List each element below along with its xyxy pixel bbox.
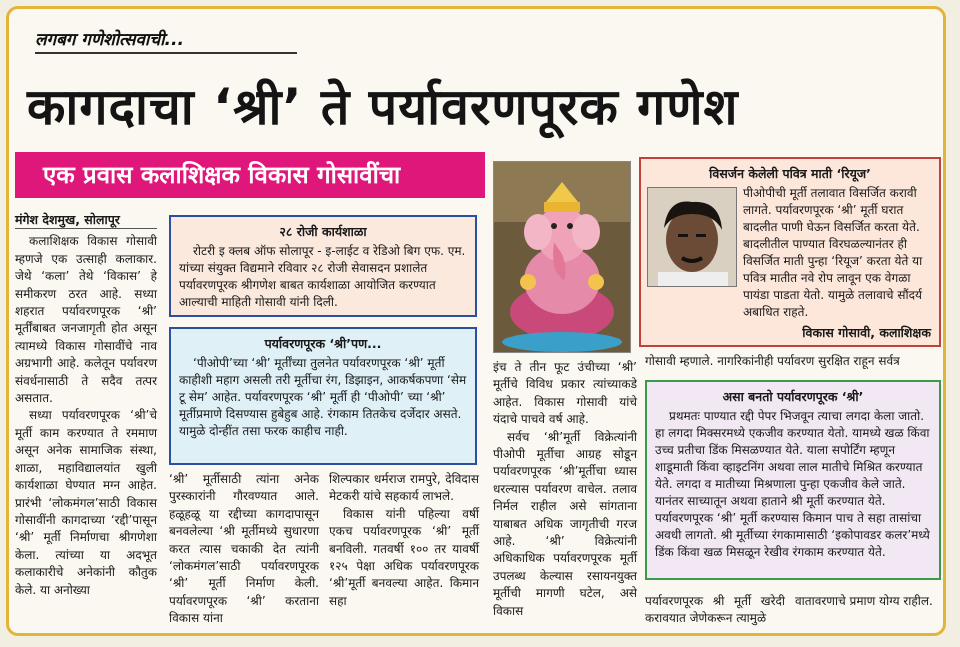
col1-paragraph-1: कलाशिक्षक विकास गोसावी म्हणजे एक उत्साही कलाकार. जेथे ‘कला’ तेथे ‘विकास’ हे समीकरण ठरत आहे. सध्या शहरात पर्यावरणपूरक ‘श्री’ मूर्तींबाबत जनजागृती होत असून त्यामध्ये विकास गोसावींचे नाव अग्रभागी आहे. कलेतून पर्यावरण संवर्धनासाठी ते सदैव तत्पर असतात. <box>15 234 157 406</box>
kicker: लगबग गणेशोत्सवाची... <box>35 27 297 54</box>
workshop-box-title: २८ रोजी कार्यशाळा <box>279 224 367 239</box>
column-6b: वातावरणाचे प्रमाण योग्य राहील. <box>795 594 933 608</box>
byline: मंगेश देशमुख, सोलापूर <box>15 211 157 229</box>
newspaper-clipping <box>6 6 946 636</box>
column-4 <box>493 359 637 620</box>
col4-paragraph-2: सर्वच ‘श्री’मूर्ती विक्रेत्यांनी पीओपी मूर्तीचा आग्रह सोडून पर्यावरणपूरक ‘श्री’मूर्तीचा ध्यास धरल्यास पर्यावरण वाचेल. तलाव निर्मल राहील असे सांगताना याबाबत अधिक जागृतीची गरज आहे. ‘श्री’ विक्रेत्यांनी अधिकाधिक पर्यावरणपूरक मूर्ती उपलब्ध केल्यास रसायनयुक्त मूर्तीची मागणी घटेल, असे विकास <box>493 429 637 618</box>
eco-shri-box-title: पर्यावरणपूरक ‘श्री’पण... <box>264 336 382 351</box>
col3-paragraph-1: शिल्पकार धर्मराज रामपुरे, देविदास मेटकरी यांचे सहकार्य लाभले. <box>329 472 479 504</box>
reuse-clay-box-title: विसर्जन केलेली पवित्र माती ‘रियूज’ <box>709 166 871 181</box>
workshop-box <box>169 215 477 317</box>
column-5a: गोसावी म्हणाले. नागरिकांनीही पर्यावरण सुरक्षित राहून सर्वत्र <box>645 354 900 368</box>
teacher-portrait <box>647 187 737 287</box>
col1-paragraph-2: सध्या पर्यावरणपूरक ‘श्री’चे मूर्ती काम करण्यात ते रममाण असून अनेक सामाजिक संस्था, शाळा, महाविद्यालयांत खुली कार्यशाळा घेण्यात मग्न आहेत. प्रारंभी ‘लोकमंगल’साठी विकास गोसावींनी कागदाच्या ‘रद्दी’पासून ‘श्री’ मूर्ती निर्माणचा श्रीगणेशा केला. त्यांच्या या अदभूत कलाकारीचे अनेकांनी कौतुक केले. या अनोख्या <box>15 408 157 597</box>
column-5b: पर्यावरणपूरक श्री मूर्ती खरेदी करावयात जेणेकरून त्यामुळे <box>645 594 785 626</box>
making-process-box-title: असा बनतो पर्यावरणपूरक ‘श्री’ <box>722 389 864 404</box>
ganesh-idol-photo <box>493 161 631 353</box>
reuse-clay-box-body: पीओपीची मूर्ती तलावात विसर्जित करावी लागते. पर्यावरणपूरक ‘श्री’ मूर्ती घरात बादलीत पाणी घेऊन विसर्जित करता येते. बादलीतील पाण्यात विरघळल्यानंतर ही विसर्जित माती पुन्हा ‘रियूज’ करता येते या पवित्र मातीत नवे रोप लावून एक वेगळा पायंडा पाडता येतो. यामुळे तलावाचे सौंदर्य अबाधित राहते. <box>743 186 923 319</box>
headline: कागदाचा ‘श्री’ ते पर्यावरणपूरक गणेश <box>27 78 739 136</box>
eco-shri-box-body: ‘पीओपी’च्या ‘श्री’ मूर्तींच्या तुलनेत पर्यावरणपूरक ‘श्री’ मूर्ती काहीशी महाग असली तरी मूर्तीचा रंग, डिझाइन, आकर्षकपणा ‘सेम टू सेम’ आहेत. पर्यावरणपूरक ‘श्री’ मूर्ती ही ‘पीओपी’ च्या ‘श्री’ मूर्तीप्रमाणे दिसण्यास हुबेहुब आहे. रंगकाम तितकेच दर्जेदार असते. यामुळे दोन्हींत तसा फरक काहीच नाही. <box>179 356 467 438</box>
workshop-box-body: रोटरी इ क्लब ऑफ सोलापूर - इ-लाईट व रेडिओ बिग एफ. एम. यांच्या संयुक्त विद्यमाने रविवार २८ रोजी सेवासदन प्रशालेत पर्यावरणपूरक श्रीगणेश बाबत कार्यशाळा आयोजित करण्यात आल्याची माहिती गोसावी यांनी दिली. <box>179 244 466 309</box>
making-process-box-body: प्रथमतः पाण्यात रद्दी पेपर भिजवून त्याचा लगदा केला जातो. हा लगदा मिक्सरमध्ये एकजीव करण्यात येतो. यामध्ये खळ किंवा उच्च प्रतीचा डिंक मिसळण्यात येते. याला सपोर्टिंग म्हणून शाडूमाती किंवा व्हाइटनिंग अथवा लाल मातीचे मिश्रित करण्यात येते. लगदा व मातीच्या मिश्रणाला पुन्हा एकजीव केले जाते. यानंतर साच्यातून अथवा हाताने श्री मूर्ती करण्यात येते. पर्यावरणपूरक ‘श्री’ मूर्ती करण्यास किमान पाच ते सहा तासांचा अवधी लागतो. श्री मूर्तीच्या रंगकामासाठी ‘इकोपावडर कलर’मध्ये डिंक किंवा खळ मिसळून रेखीव रंगकाम करण्यात येते. <box>655 409 930 559</box>
making-process-box <box>645 380 941 580</box>
col3-paragraph-2: विकास यांनी पहिल्या वर्षी एकच पर्यावरणपूरक ‘श्री’ मूर्ती बनविली. गतवर्षी १०० तर यावर्षी १२५ पेक्षा अधिक पर्यावरणपूरक ‘श्री’मूर्ती बनवल्या आहेत. किमान सहा <box>329 506 479 608</box>
sub-banner: एक प्रवास कलाशिक्षक विकास गोसावींचा <box>15 152 485 198</box>
eco-shri-box <box>169 327 477 465</box>
column-2: ‘श्री’ मूर्तीसाठी त्यांना अनेक पुरस्कारांनी गौरवण्यात आले. हळूहळू या रद्दीच्या कागदापासून बनवलेल्या ‘श्री मूर्तीमध्ये सुधारणा करत त्यास चकाकी देत त्यांनी ‘लोकमंगल’साठी पर्यावरणपूरक ‘श्री’ मूर्ती निर्माण केली. पर्यावरणपूरक ‘श्री’ करताना विकास यांना <box>169 472 319 626</box>
column-1 <box>15 211 157 599</box>
column-3 <box>329 471 479 610</box>
reuse-clay-box-signature: विकास गोसावी, कलाशिक्षक <box>802 325 931 340</box>
col4-paragraph-1: इंच ते तीन फूट उंचीच्या ‘श्री’ मूर्तीचे विविध प्रकार त्यांच्याकडे आहेत. विकास गोसावी यांचे यंदाचे पाचवे वर्ष आहे. <box>493 360 637 427</box>
